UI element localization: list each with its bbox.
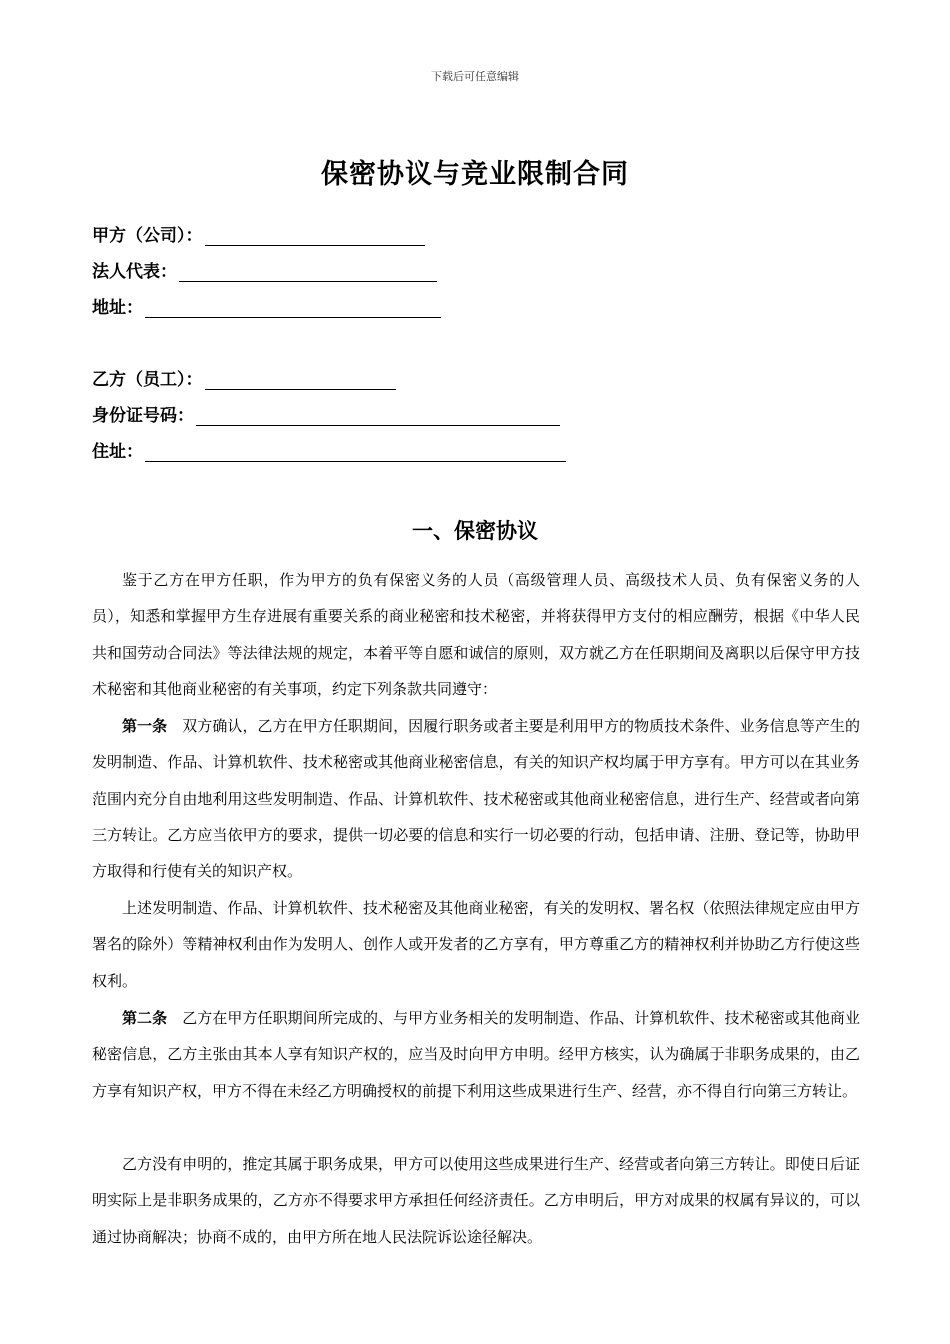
party-b-id-label: 身份证号码： (92, 406, 194, 426)
party-b-employee-line (92, 364, 396, 390)
article-2-paragraph-2: 乙方没有申明的，推定其属于职务成果，甲方可以使用这些成果进行生产、经营或者向第三方转让。即使日后证明实际上是非职务成果的，乙方亦不得要求甲方承担任何经济责任。乙方申明后，甲方对成果的权属有异议的，可以通过协商解决；协商不成的，由甲方所在地人民法院诉讼途径解决。 (92, 1155, 860, 1246)
intro-paragraph: 鉴于乙方在甲方任职，作为甲方的负有保密义务的人员（高级管理人员、高级技术人员、负有保密义务的人员），知悉和掌握甲方生存进展有重要关系的商业秘密和技术秘密，并将获得甲方支付的相应酬劳，根据《中华人民共和国劳动合同法》等法律法规的规定，本着平等自愿和诚信的原则，双方就乙方在任职期间及离职以后保守甲方技术秘密和其他商业秘密的有关事项，约定下列条款共同遵守： (92, 571, 860, 698)
party-b-employee-blank[interactable] (205, 369, 396, 390)
party-a-legal-rep-blank[interactable] (179, 261, 437, 282)
party-a-company-label: 甲方（公司）： (92, 226, 203, 246)
article-1-label: 第一条 (122, 717, 168, 735)
page-header-note: 下载后可任意编辑 (431, 70, 519, 83)
document-title: 保密协议与竞业限制合同 (321, 159, 629, 190)
party-b-residence-line (92, 436, 566, 462)
party-a-address-blank[interactable] (145, 297, 441, 318)
party-b-employee-label: 乙方（员工）： (92, 370, 203, 390)
party-b-id-blank[interactable] (196, 405, 560, 426)
section-confidentiality-title: 一、保密协议 (412, 519, 538, 543)
article-2-text: 乙方在甲方任职期间所完成的、与甲方业务相关的发明制造、作品、计算机软件、技术秘密或其他商业秘密信息，乙方主张由其本人享有知识产权的，应当及时向甲方申明。经甲方核实，认为确属于非职务成果的，由乙方享有知识产权，甲方不得在未经乙方明确授权的前提下利用这些成果进行生产、经营，亦不得自行向第三方转让。 (92, 1009, 860, 1100)
article-2-label: 第二条 (122, 1009, 168, 1027)
party-b-residence-label: 住址： (92, 442, 143, 462)
article-1-paragraph-2: 上述发明制造、作品、计算机软件、技术秘密及其他商业秘密，有关的发明权、署名权（依照法律规定应由甲方署名的除外）等精神权利由作为发明人、创作人或开发者的乙方享有，甲方尊重乙方的精神权利并协助乙方行使这些权利。 (92, 899, 860, 990)
article-2-paragraph (92, 1000, 860, 1109)
article-1-text: 双方确认，乙方在甲方任职期间，因履行职务或者主要是利用甲方的物质技术条件、业务信息等产生的发明制造、作品、计算机软件、技术秘密或其他商业秘密信息，有关的知识产权均属于甲方享有。甲方可以在其业务范围内充分自由地利用这些发明制造、作品、计算机软件、技术秘密或其他商业秘密信息，进行生产、经营或者向第三方转让。乙方应当依甲方的要求，提供一切必要的信息和实行一切必要的行动，包括申请、注册、登记等，协助甲方取得和行使有关的知识产权。 (92, 717, 860, 881)
party-b-id-line (92, 400, 560, 426)
party-a-company-blank[interactable] (205, 225, 425, 246)
party-a-company-line (92, 220, 425, 246)
party-a-address-label: 地址： (92, 298, 143, 318)
party-a-legal-rep-label: 法人代表： (92, 262, 177, 282)
party-a-legal-rep-line (92, 256, 437, 282)
party-b-residence-blank[interactable] (145, 441, 566, 462)
party-a-address-line (92, 292, 441, 318)
article-1-paragraph (92, 708, 860, 889)
